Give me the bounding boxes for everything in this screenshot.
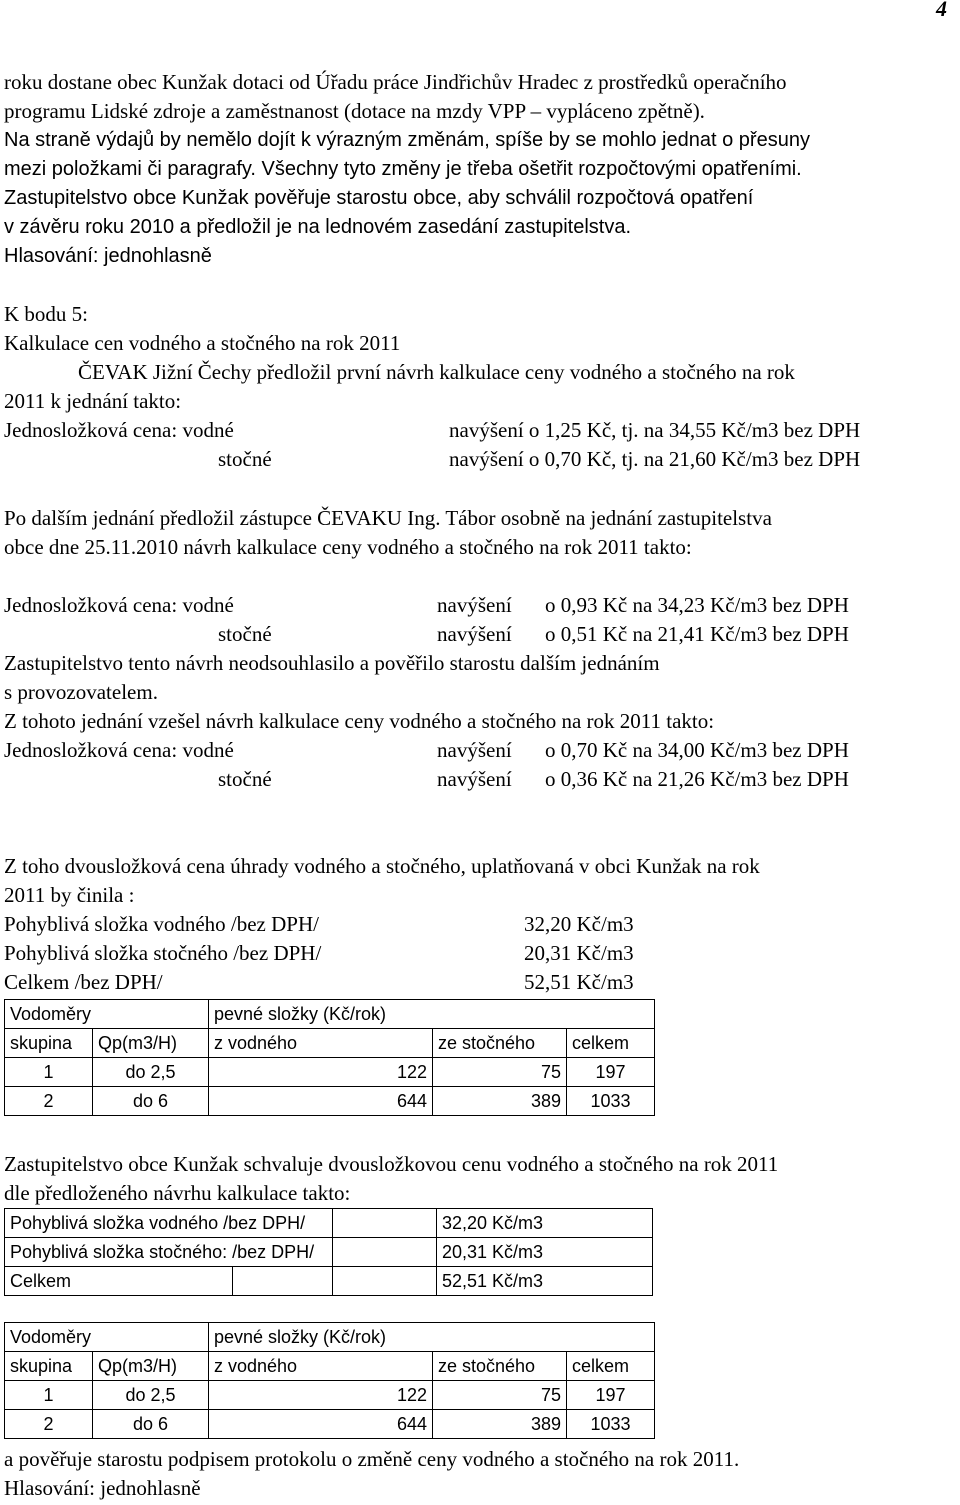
proposal3-navyseni: navýšení xyxy=(437,767,512,791)
proposal1-row1: navýšení o 1,25 Kč, tj. na 34,55 Kč/m3 bez DPH xyxy=(449,418,861,442)
proposal3-label: Jednosložková cena: vodné xyxy=(4,738,234,762)
table-cell: 197 xyxy=(567,1058,655,1087)
vote-line: Hlasování: jednohlasně xyxy=(4,1476,201,1500)
meter-table-title: Vodoměry xyxy=(5,1323,209,1352)
component-value: 32,20 Kč/m3 xyxy=(524,912,634,936)
proposal3-label2: stočné xyxy=(218,767,272,791)
component-label: Pohyblivá složka stočného /bez DPH/ xyxy=(4,941,322,965)
intro-line: Zastupitelstvo obce Kunžak pověřuje starostu obce, aby schválil rozpočtová opatření xyxy=(4,187,754,209)
header-cell: z vodného xyxy=(209,1352,433,1381)
table-cell: 75 xyxy=(433,1381,567,1410)
table-cell: 32,20 Kč/m3 xyxy=(437,1209,653,1238)
meter-table-title: Vodoměry xyxy=(5,1000,209,1029)
table-cell: Pohyblivá složka vodného /bez DPH/ xyxy=(5,1209,333,1238)
table-cell xyxy=(233,1267,333,1296)
proposal1-label2: stočné xyxy=(218,447,272,471)
section-title: Kalkulace cen vodného a stočného na rok 2011 xyxy=(4,331,401,355)
proposal2-label2: stočné xyxy=(218,622,272,646)
table-cell: 1 xyxy=(5,1381,93,1410)
table-row xyxy=(5,1238,653,1267)
intro-line: mezi položkami či paragrafy. Všechny tyto změny je třeba ošetřit rozpočtovými opatřeními. xyxy=(4,158,802,180)
intro-line: v závěru roku 2010 a předložil je na lednovém zasedání zastupitelstva. xyxy=(4,216,632,238)
table-row xyxy=(5,1209,653,1238)
table-row xyxy=(5,1381,655,1410)
page-number: 4 xyxy=(936,0,947,21)
component-value: 52,51 Kč/m3 xyxy=(524,970,634,994)
table-row xyxy=(5,1029,655,1058)
approve-text: dle předloženého návrhu kalkulace takto: xyxy=(4,1181,351,1205)
reject-text: s provozovatelem. xyxy=(4,680,158,704)
header-cell: Qp(m3/H) xyxy=(93,1352,209,1381)
fixed-components-header: pevné složky (Kč/rok) xyxy=(209,1323,655,1352)
table-cell: Pohyblivá složka stočného: /bez DPH/ xyxy=(5,1238,333,1267)
proposal2-row2: o 0,51 Kč na 21,41 Kč/m3 bez DPH xyxy=(545,622,849,646)
proposal2-navyseni: navýšení xyxy=(437,593,512,617)
proposal3-navyseni: navýšení xyxy=(437,738,512,762)
section-point: K bodu 5: xyxy=(4,302,88,326)
proposal1-label: Jednosložková cena: vodné xyxy=(4,418,234,442)
from-meeting-text: Z tohoto jednání vzešel návrh kalkulace ceny vodného a stočného na rok 2011 takto: xyxy=(4,709,715,733)
table-cell: do 6 xyxy=(93,1087,209,1116)
table-cell: 389 xyxy=(433,1410,567,1439)
table-row xyxy=(5,1267,653,1296)
component-value: 20,31 Kč/m3 xyxy=(524,941,634,965)
two-part-text: Z toho dvousložková cena úhrady vodného a stočného, uplatňovaná v obci Kunžak na rok xyxy=(4,854,760,878)
approved-components-table xyxy=(4,1208,653,1296)
proposal2-label: Jednosložková cena: vodné xyxy=(4,593,234,617)
table-cell: 389 xyxy=(433,1087,567,1116)
table-cell: do 2,5 xyxy=(93,1058,209,1087)
closing-text: a pověřuje starostu podpisem protokolu o změně ceny vodného a stočného na rok 2011. xyxy=(4,1447,740,1471)
vote-line: Hlasování: jednohlasně xyxy=(4,245,212,267)
header-cell: skupina xyxy=(5,1029,93,1058)
intro-line: Na straně výdajů by nemělo dojít k výrazným změnám, spíše by se mohlo jednat o přesuny xyxy=(4,129,810,151)
header-cell: z vodného xyxy=(209,1029,433,1058)
table-row xyxy=(5,1058,655,1087)
proposal1-row2: navýšení o 0,70 Kč, tj. na 21,60 Kč/m3 bez DPH xyxy=(449,447,861,471)
reject-text: Zastupitelstvo tento návrh neodsouhlasilo a pověřilo starostu dalším jednáním xyxy=(4,651,660,675)
table-row xyxy=(5,1087,655,1116)
table-cell: 122 xyxy=(209,1058,433,1087)
table-cell: 1033 xyxy=(567,1410,655,1439)
table-cell xyxy=(333,1238,437,1267)
table-cell: 644 xyxy=(209,1087,433,1116)
table-cell: 75 xyxy=(433,1058,567,1087)
meter-table xyxy=(4,999,655,1116)
table-cell: do 6 xyxy=(93,1410,209,1439)
table-cell: 2 xyxy=(5,1087,93,1116)
approve-text: Zastupitelstvo obce Kunžak schvaluje dvousložkovou cenu vodného a stočného na rok 2011 xyxy=(4,1152,779,1176)
proposal2-navyseni: navýšení xyxy=(437,622,512,646)
table-cell xyxy=(333,1267,437,1296)
table-cell: 1033 xyxy=(567,1087,655,1116)
header-cell: Qp(m3/H) xyxy=(93,1029,209,1058)
header-cell: skupina xyxy=(5,1352,93,1381)
table-row xyxy=(5,1410,655,1439)
table-cell: 1 xyxy=(5,1058,93,1087)
proposal2-row1: o 0,93 Kč na 34,23 Kč/m3 bez DPH xyxy=(545,593,849,617)
table-cell: 197 xyxy=(567,1381,655,1410)
further-text: obce dne 25.11.2010 návrh kalkulace ceny vodného a stočného na rok 2011 takto: xyxy=(4,535,692,559)
header-cell: ze stočného xyxy=(433,1029,567,1058)
table-cell: do 2,5 xyxy=(93,1381,209,1410)
table-cell: 122 xyxy=(209,1381,433,1410)
proposal3-row2: o 0,36 Kč na 21,26 Kč/m3 bez DPH xyxy=(545,767,849,791)
component-label: Pohyblivá složka vodného /bez DPH/ xyxy=(4,912,319,936)
header-cell: celkem xyxy=(567,1352,655,1381)
intro-line: programu Lidské zdroje a zaměstnanost (dotace na mzdy VPP – vypláceno zpětně). xyxy=(4,99,705,123)
table-cell: 20,31 Kč/m3 xyxy=(437,1238,653,1267)
section-intro: 2011 k jednání takto: xyxy=(4,389,182,413)
table-row xyxy=(5,1352,655,1381)
meter-table xyxy=(4,1322,655,1439)
header-cell: celkem xyxy=(567,1029,655,1058)
table-cell: 2 xyxy=(5,1410,93,1439)
intro-line: roku dostane obec Kunžak dotaci od Úřadu práce Jindřichův Hradec z prostředků operačního xyxy=(4,70,787,94)
table-cell xyxy=(333,1209,437,1238)
table-cell: Celkem xyxy=(5,1267,233,1296)
section-intro: ČEVAK Jižní Čechy předložil první návrh kalkulace ceny vodného a stočného na rok xyxy=(78,360,795,384)
proposal3-row1: o 0,70 Kč na 34,00 Kč/m3 bez DPH xyxy=(545,738,849,762)
two-part-text: 2011 by činila : xyxy=(4,883,135,907)
component-label: Celkem /bez DPH/ xyxy=(4,970,163,994)
fixed-components-header: pevné složky (Kč/rok) xyxy=(209,1000,655,1029)
table-cell: 644 xyxy=(209,1410,433,1439)
further-text: Po dalším jednání předložil zástupce ČEVAKU Ing. Tábor osobně na jednání zastupitelstva xyxy=(4,506,772,530)
header-cell: ze stočného xyxy=(433,1352,567,1381)
table-cell: 52,51 Kč/m3 xyxy=(437,1267,653,1296)
